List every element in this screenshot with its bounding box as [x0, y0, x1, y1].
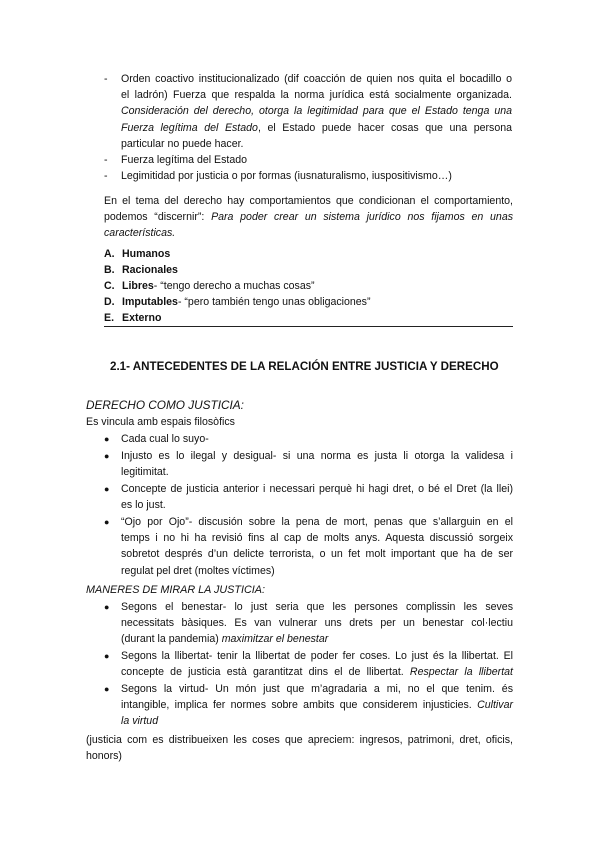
bullet-marker: ● [104, 451, 110, 461]
text-line [121, 664, 513, 680]
bold-term: Humanos [122, 248, 171, 260]
normal-phrase: intangible, implica fer normes sobre ambits que considerem injusticies. [121, 699, 478, 712]
text-line: características. [104, 227, 176, 240]
bullet-marker: ● [104, 484, 110, 494]
text-line: es lo just. [121, 499, 166, 512]
section-heading: 2.1- ANTECEDENTES DE LA RELACIÓN ENTRE JUSTICIA Y DERECHO [110, 360, 499, 373]
text-line: Segons el benestar- lo just seria que les persones complissin les seves [121, 601, 513, 613]
bullet-text [121, 681, 513, 730]
text-line: el ladrón) Fuerza que respalda la norma jurídica está socialmente organizada. [121, 89, 512, 102]
bullet-text [121, 431, 513, 447]
text-line: (justicia com es distribueixen les coses que apreciem: ingresos, patrimoni, dret, oficis, [86, 734, 513, 746]
text-line: Orden coactivo institucionalizado (dif coacción de quien nos quita el bocadillo o [121, 73, 512, 85]
text-line: Concepte de justicia anterior i necessari perquè hi hagi dret, o bé el Dret (la llei) [121, 483, 513, 495]
text-line: Cada cual lo suyo- [121, 433, 209, 445]
lettered-item-text [122, 310, 161, 326]
italic-phrase: Cultivar [477, 699, 513, 712]
bold-term: Libres [122, 280, 154, 292]
lettered-item-text [122, 262, 178, 278]
intro-paragraph [104, 193, 513, 242]
text-line: necessitats bàsiques. Es van vulnerar uns drets per un benestar col·lectiu [121, 617, 513, 630]
text-line: Fuerza legítima del Estado [121, 154, 248, 166]
closing-paragraph [86, 732, 513, 764]
dash-item-text [121, 168, 512, 184]
bullet-marker: ● [104, 434, 110, 444]
letter-marker: B. [104, 264, 115, 276]
text-line: En el tema del derecho hay comportamientos que condicionan el comportamiento, [104, 195, 513, 207]
dash-marker: - [104, 170, 108, 182]
letter-marker: A. [104, 248, 115, 260]
dash-marker: - [104, 73, 108, 85]
text-line: “Ojo por Ojo”- discusión sobre la pena de mort, penas que s’allarguin en el [121, 516, 513, 528]
text-line: la virtud [121, 715, 159, 728]
letter-marker: C. [104, 280, 115, 292]
italic-phrase: Respectar la llibertat [409, 666, 513, 679]
text-line: particular no puede hacer. [121, 137, 244, 150]
bullet-text [121, 514, 513, 579]
normal-phrase: concepte de justicia està garantitzat dins el de llibertat. [121, 666, 410, 679]
text-line [104, 209, 513, 225]
text-line: temps i no hi ha revisió fins al cap de molts anys. Aquesta discussió sorgeix [121, 532, 513, 545]
italic-phrase: Para poder crear un sistema jurídico nos fijamos en unas [211, 211, 514, 224]
dash-marker: - [104, 154, 108, 166]
text-line: Legimitidad por justicia o por formas (iusnaturalismo, iuspositivismo…) [121, 170, 452, 182]
italic-phrase: Fuerza legítima del Estado [121, 121, 258, 134]
lettered-item-text [122, 294, 371, 310]
section-title-derecho-como-justicia: DERECHO COMO JUSTICIA: [86, 398, 244, 412]
text-line: Segons la llibertat- tenir la llibertat de poder fer coses. Lo just és la llibertat. El [121, 650, 513, 662]
bullet-text [121, 648, 513, 680]
bullet-marker: ● [104, 651, 110, 661]
section-title-maneres-de-mirar: MANERES DE MIRAR LA JUSTICIA: [86, 584, 265, 596]
bold-term: Externo [122, 312, 162, 324]
normal-phrase: , el Estado puede hacer cosas que una persona [257, 121, 513, 134]
letter-marker: D. [104, 296, 115, 308]
bullet-text [121, 599, 513, 648]
letter-marker: E. [104, 312, 115, 324]
term-description: - “pero también tengo unas obligaciones” [177, 296, 371, 308]
lettered-item-text [122, 246, 170, 262]
text-line: sobretot després d’un delicte terrorista, o un fet molt important que ha de ser [121, 548, 513, 561]
section-subtitle: Es vincula amb espais filosòfics [86, 416, 235, 428]
bullet-text [121, 481, 513, 513]
bullet-marker: ● [104, 517, 110, 527]
bold-term: Racionales [122, 264, 178, 276]
normal-phrase: podemos “discernir”: [104, 211, 212, 224]
dash-item-text [121, 71, 512, 152]
normal-phrase: (durant la pandemia) [121, 633, 222, 646]
text-line [121, 120, 512, 136]
dash-item-text [121, 152, 512, 168]
bullet-marker: ● [104, 602, 110, 612]
text-line: Segons la virtud- Un món just que m’agradaria a mi, no el que tenim. és [121, 683, 513, 695]
text-line: honors) [86, 750, 122, 763]
bullet-marker: ● [104, 684, 110, 694]
text-line: legitimitat. [121, 466, 169, 479]
text-line [121, 697, 513, 713]
bold-term: Imputables [122, 296, 178, 308]
text-line: Injusto es lo ilegal y desigual- si una norma es justa li otorga la validesa i [121, 450, 513, 462]
term-description: - “tengo derecho a muchas cosas” [153, 280, 315, 292]
bullet-text [121, 448, 513, 480]
text-line [121, 631, 513, 647]
text-line: Consideración del derecho, otorga la legitimidad para que el Estado tenga una [121, 105, 512, 118]
italic-phrase: maximitzar el benestar [221, 633, 329, 646]
lettered-item-text [122, 278, 315, 294]
text-line: regulat pel dret (moltes víctimes) [121, 564, 275, 577]
horizontal-divider [104, 326, 513, 327]
